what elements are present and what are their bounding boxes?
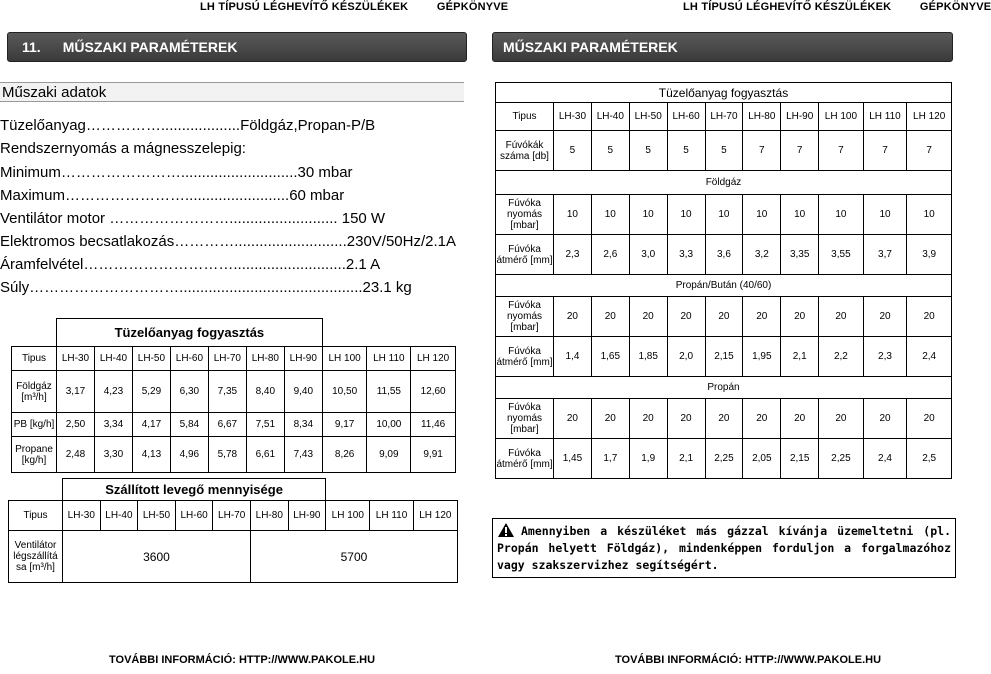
value-cell: 20 <box>907 297 952 337</box>
value-cell: 5 <box>667 131 705 171</box>
value-cell: 1,95 <box>743 337 781 377</box>
table-row <box>496 337 952 377</box>
value-cell: 11,46 <box>411 413 456 437</box>
model-cell: LH-40 <box>591 103 629 131</box>
value-cell: 3,30 <box>94 437 132 473</box>
table-row <box>496 131 952 171</box>
value-cell: 2,4 <box>907 337 952 377</box>
table-row <box>496 195 952 235</box>
model-cell: LH-90 <box>284 347 322 371</box>
model-cell: LH-80 <box>743 103 781 131</box>
value-cell: 2,05 <box>743 439 781 479</box>
value-cell: 10 <box>705 195 743 235</box>
table-row <box>496 235 952 275</box>
value-cell: 3,17 <box>57 371 95 413</box>
value-cell: 3,35 <box>781 235 819 275</box>
value-cell: 10 <box>819 195 864 235</box>
value-cell: 1,65 <box>591 337 629 377</box>
header-title: TÍPUSÚ LÉGHEVÍTŐ KÉSZÜLÉKEK <box>218 1 409 13</box>
header-brand: LH <box>200 1 216 13</box>
section-title-bar-right <box>492 32 953 62</box>
value-cell: 5,29 <box>132 371 170 413</box>
value-cell: 2,1 <box>781 337 819 377</box>
value-cell: 10 <box>629 195 667 235</box>
model-cell: LH 120 <box>411 347 456 371</box>
value-cell: 5 <box>705 131 743 171</box>
value-cell: 3,7 <box>863 235 907 275</box>
value-cell: 6,67 <box>208 413 246 437</box>
value-cell: 2,3 <box>863 337 907 377</box>
value-cell: 1,45 <box>554 439 592 479</box>
tech-line: Ventilátor motor …………………….......................... 150 W <box>0 210 386 227</box>
value-cell: 20 <box>781 297 819 337</box>
model-cell: LH-50 <box>132 347 170 371</box>
type-label: Tipus <box>12 347 57 371</box>
tech-line: Súly…………………………............................................23.1 kg <box>0 279 412 296</box>
value-cell: 20 <box>629 297 667 337</box>
value-cell: 3,55 <box>819 235 864 275</box>
value-cell: 2,15 <box>705 337 743 377</box>
value-cell: 20 <box>705 297 743 337</box>
value-cell: 10 <box>554 195 592 235</box>
row-label: Ventilátor légszállítá sa [m³/h] <box>9 531 63 583</box>
value-cell: 2,4 <box>863 439 907 479</box>
model-cell: LH-30 <box>63 501 101 531</box>
value-cell: 2,15 <box>781 439 819 479</box>
value-cell: 4,13 <box>132 437 170 473</box>
value-cell: 7,35 <box>208 371 246 413</box>
model-cell: LH-90 <box>288 501 326 531</box>
value-cell: 2,3 <box>554 235 592 275</box>
value-cell: 4,96 <box>170 437 208 473</box>
value-cell: 9,17 <box>322 413 367 437</box>
value-cell: 1,7 <box>591 439 629 479</box>
value-cell: 3,2 <box>743 235 781 275</box>
row-label: Fúvóka nyomás [mbar] <box>496 195 554 235</box>
value-cell: 10 <box>743 195 781 235</box>
value-cell: 20 <box>591 297 629 337</box>
value-cell: 20 <box>819 297 864 337</box>
technical-data-title: Műszaki adatok <box>0 82 464 102</box>
value-cell: 7 <box>907 131 952 171</box>
value-cell: 10 <box>907 195 952 235</box>
value-cell: 10 <box>667 195 705 235</box>
section-title-bar-left <box>7 32 467 62</box>
model-cell: LH-50 <box>138 501 176 531</box>
table-row <box>496 439 952 479</box>
value-cell: 3,9 <box>907 235 952 275</box>
value-cell: 4,17 <box>132 413 170 437</box>
value-cell: 2,50 <box>57 413 95 437</box>
value-cell: 20 <box>629 399 667 439</box>
value-cell: 6,30 <box>170 371 208 413</box>
value-cell: 1,85 <box>629 337 667 377</box>
model-cell: LH 100 <box>819 103 864 131</box>
fuel-table-title: Tüzelőanyag fogyasztás <box>57 319 323 347</box>
value-cell: 20 <box>667 399 705 439</box>
value-cell: 7 <box>743 131 781 171</box>
value-cell: 1,4 <box>554 337 592 377</box>
value-cell: 7 <box>863 131 907 171</box>
model-cell: LH 120 <box>907 103 952 131</box>
value-cell: 20 <box>907 399 952 439</box>
value-cell: 6,61 <box>246 437 284 473</box>
tech-line: Minimum……………………............................30 mbar <box>0 164 353 181</box>
value-cell: 10 <box>781 195 819 235</box>
row-label: Fúvóka átmérő [mm] <box>496 439 554 479</box>
air-volume-large: 5700 <box>250 531 457 583</box>
technical-data <box>0 82 464 297</box>
value-cell: 5,78 <box>208 437 246 473</box>
table-row <box>12 437 456 473</box>
footer-link-right[interactable]: TOVÁBBI INFORMÁCIÓ: HTTP://WWW.PAKOLE.HU <box>615 654 882 666</box>
model-cell: LH-80 <box>250 501 288 531</box>
tech-line: Rendszernyomás a mágnesszelepig: <box>0 140 246 157</box>
row-label: Propane [kg/h] <box>12 437 57 473</box>
model-cell: LH-70 <box>213 501 251 531</box>
section-label: Propán <box>496 377 952 399</box>
value-cell: 4,23 <box>94 371 132 413</box>
value-cell: 9,09 <box>367 437 411 473</box>
section-label: Földgáz <box>496 171 952 195</box>
model-cell: LH-50 <box>629 103 667 131</box>
model-cell: LH 110 <box>863 103 907 131</box>
table-header-row <box>496 103 952 131</box>
row-label: Fúvóka nyomás [mbar] <box>496 297 554 337</box>
value-cell: 2,6 <box>591 235 629 275</box>
value-cell: 11,55 <box>367 371 411 413</box>
tech-line: Maximum…………………….........................60 mbar <box>0 187 345 204</box>
value-cell: 10,50 <box>322 371 367 413</box>
value-cell: 5 <box>591 131 629 171</box>
value-cell: 5 <box>629 131 667 171</box>
page-header-right <box>683 1 991 13</box>
table-row <box>12 413 456 437</box>
row-label: Fúvóka nyomás [mbar] <box>496 399 554 439</box>
tech-line: Tüzelőanyag……………...................Földgáz,Propan-P/B <box>0 117 376 134</box>
value-cell: 9,40 <box>284 371 322 413</box>
value-cell: 20 <box>554 297 592 337</box>
tech-line: Elektromos becsatlakozás…………...........................230V/50Hz/2.1A <box>0 233 457 250</box>
value-cell: 2,25 <box>819 439 864 479</box>
page-header-left <box>200 1 508 13</box>
value-cell: 20 <box>743 297 781 337</box>
header-doc: GÉPKÖNYVE <box>919 1 991 13</box>
model-cell: LH-60 <box>175 501 213 531</box>
value-cell: 2,48 <box>57 437 95 473</box>
header-brand: LH <box>683 1 699 13</box>
value-cell: 2,25 <box>705 439 743 479</box>
value-cell: 7,51 <box>246 413 284 437</box>
value-cell: 20 <box>705 399 743 439</box>
model-cell: LH-70 <box>705 103 743 131</box>
model-cell: LH-70 <box>208 347 246 371</box>
value-cell: 20 <box>554 399 592 439</box>
table-header-row <box>12 347 456 371</box>
value-cell: 7,43 <box>284 437 322 473</box>
value-cell: 20 <box>667 297 705 337</box>
value-cell: 8,26 <box>322 437 367 473</box>
value-cell: 8,34 <box>284 413 322 437</box>
table-row <box>496 297 952 337</box>
value-cell: 5 <box>554 131 592 171</box>
model-cell: LH-60 <box>170 347 208 371</box>
value-cell: 20 <box>863 399 907 439</box>
model-cell: LH 120 <box>413 501 457 531</box>
section-title: MŰSZAKI PARAMÉTEREK <box>503 39 678 55</box>
model-cell: LH-40 <box>94 347 132 371</box>
table-row <box>496 399 952 439</box>
value-cell: 5,84 <box>170 413 208 437</box>
tech-line: Áramfelvétel…………………………...........................2.1 A <box>0 256 381 273</box>
model-cell: LH 110 <box>370 501 413 531</box>
value-cell: 9,91 <box>411 437 456 473</box>
model-cell: LH 110 <box>367 347 411 371</box>
air-volume-small: 3600 <box>63 531 251 583</box>
header-title: TÍPUSÚ LÉGHEVÍTŐ KÉSZÜLÉKEK <box>701 1 892 13</box>
warning-box <box>492 518 956 578</box>
row-label: Fúvóka átmérő [mm] <box>496 337 554 377</box>
nozzle-table <box>495 82 952 479</box>
value-cell: 20 <box>591 399 629 439</box>
table-row <box>12 371 456 413</box>
value-cell: 3,34 <box>94 413 132 437</box>
value-cell: 7 <box>781 131 819 171</box>
row-label: Fúvókák száma [db] <box>496 131 554 171</box>
value-cell: 10 <box>863 195 907 235</box>
value-cell: 12,60 <box>411 371 456 413</box>
value-cell: 20 <box>781 399 819 439</box>
footer-link-left[interactable]: TOVÁBBI INFORMÁCIÓ: HTTP://WWW.PAKOLE.HU <box>109 654 376 666</box>
value-cell: 10 <box>591 195 629 235</box>
value-cell: 2,0 <box>667 337 705 377</box>
model-cell: LH-30 <box>554 103 592 131</box>
warning-text: Amennyiben a készüléket más gázzal kívánja üzemeltetni (pl. Propán helyett Földgáz), mindenképpen forduljon a forgalmazóhoz vagy szakszervizhez segítségért. <box>497 524 951 572</box>
model-cell: LH-60 <box>667 103 705 131</box>
value-cell: 10,00 <box>367 413 411 437</box>
table-row <box>9 531 458 583</box>
header-doc: GÉPKÖNYVE <box>436 1 509 13</box>
model-cell: LH-40 <box>100 501 138 531</box>
section-number: 11. <box>22 39 41 55</box>
value-cell: 2,5 <box>907 439 952 479</box>
value-cell: 7 <box>819 131 864 171</box>
row-label: PB [kg/h] <box>12 413 57 437</box>
value-cell: 20 <box>863 297 907 337</box>
value-cell: 3,3 <box>667 235 705 275</box>
nozzle-table-title: Tüzelőanyag fogyasztás <box>496 83 952 103</box>
model-cell: LH-30 <box>57 347 95 371</box>
warning-icon <box>497 522 515 538</box>
model-cell: LH-90 <box>781 103 819 131</box>
model-cell: LH 100 <box>326 501 370 531</box>
type-label: Tipus <box>496 103 554 131</box>
value-cell: 1,9 <box>629 439 667 479</box>
value-cell: 3,6 <box>705 235 743 275</box>
row-label: Földgáz [m³/h] <box>12 371 57 413</box>
value-cell: 8,40 <box>246 371 284 413</box>
model-cell: LH 100 <box>322 347 367 371</box>
value-cell: 2,2 <box>819 337 864 377</box>
table-header-row <box>9 501 458 531</box>
section-label: Propán/Bután (40/60) <box>496 275 952 297</box>
section-title: MŰSZAKI PARAMÉTEREK <box>62 39 238 55</box>
air-table-title: Szállított levegő mennyisége <box>63 479 326 501</box>
value-cell: 2,1 <box>667 439 705 479</box>
air-volume-table <box>8 478 458 583</box>
row-label: Fúvóka átmérő [mm] <box>496 235 554 275</box>
type-label: Tipus <box>9 501 63 531</box>
value-cell: 3,0 <box>629 235 667 275</box>
model-cell: LH-80 <box>246 347 284 371</box>
fuel-consumption-table <box>11 318 456 473</box>
value-cell: 20 <box>819 399 864 439</box>
value-cell: 20 <box>743 399 781 439</box>
